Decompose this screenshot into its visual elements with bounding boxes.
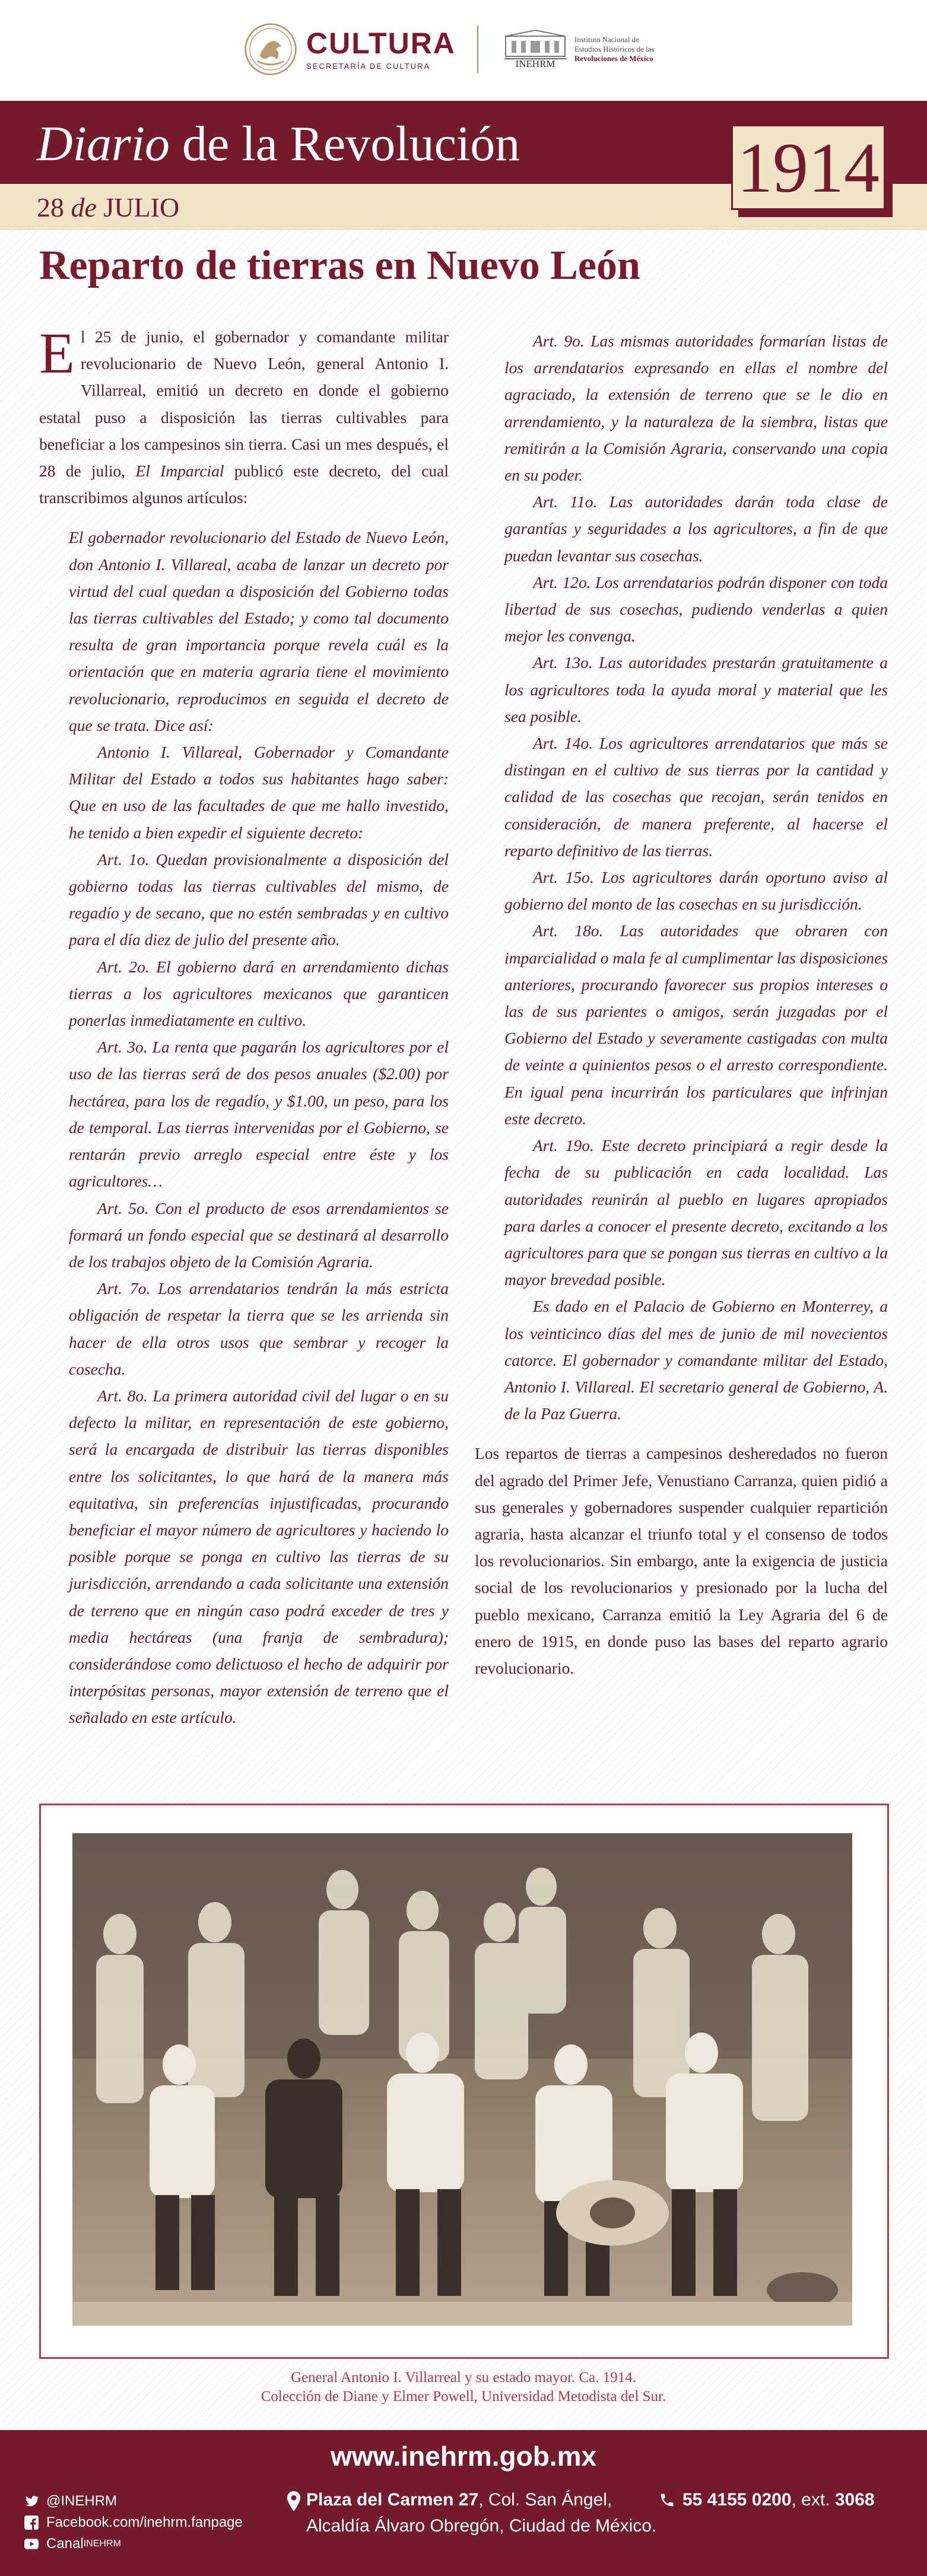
article-18: Art. 18o. Las autoridades que obraren con imparcialidad o mala fe al cumplimentar las disposiciones anteriores, procurando favorecer sus propios intereses o las de sus parientes o amigos, serán juzgadas por el Gobierno del Estado y severamente castigadas con multa de veinte a quinientos pesos o el arresto correspondiente. En igual pena incurrirán los particulares que infrinjan este decreto.	[504, 921, 888, 1128]
article-15: Art. 15o. Los agricultores darán oportuno aviso al gobierno del monto de las cosechas en su jurisdicción.	[504, 868, 888, 914]
location-pin-icon	[286, 2491, 301, 2512]
date-label: 28 de JULIO	[37, 192, 180, 222]
top-logo-bar	[0, 0, 927, 101]
eagle-seal-icon	[243, 22, 298, 77]
article-11: Art. 11o. Las autoridades darán toda clase de garantías y seguridades a los agricultores, a fin de que puedan levantar sus cosechas.	[504, 492, 888, 565]
twitter-link[interactable]: @INEHRM	[24, 2491, 243, 2512]
logos	[243, 23, 655, 76]
cultura-logo	[306, 28, 456, 71]
conclusion-paragraph: Los repartos de tierras a campesinos desheredados no fueron del agrado del Primer Jefe, Venustiano Carranza, quien pidió a sus generales y gobernadores suspender cualquier repartición agraria, hasta alcanzar el triunfo total y el consenso de todos los revolucionarios. Sin embargo, ante la exigencia de justicia social de los revolucionarios y presionado por la lucha del pueblo mexicano, Carranza emitió la Ley Agraria del 6 de enero de 1915, en donde puso las bases del reparto agrario revolucionario.	[475, 1444, 888, 1677]
facebook-link[interactable]: Facebook.com/inehrm.fanpage	[24, 2512, 243, 2533]
article-8: Art. 8o. La primera autoridad civil del lugar o en su defecto la militar, en representación de este gobierno, será la encargada de distribuir las tierras disponibles entre los solicitantes, lo que hará de la manera más equitativa, sin preferencias injustificadas, procurando beneficiar el mayor número de agricultores y haciendo lo posible porque se ponga en cultivo las tierras de su jurisdicción, arrendando a cada solicitante una extensión de terreno que en ningún caso podrá exceder de tres y media hectáreas (una franja de sembradura); considerándose como delictuoso el hecho de adquirir por interpósitas personas, mayor extensión de terreno que el señalado en este artículo.	[69, 1386, 449, 1727]
inehrm-building-icon	[500, 28, 571, 71]
quote-paragraph: El gobernador revolucionario del Estado de Nuevo León, don Antonio I. Villareal, acaba de lanzar un decreto por virtud del cual quedan a disposición del Gobierno todas las tierras cultivables del Estado; y como tal documento resulta de gran importancia porque revela cuál es la orientación que en materia agraria tiene el movimiento revolucionario, reproducimos en seguida el decreto de que se trata. Dice así:	[69, 528, 449, 734]
right-column	[475, 327, 888, 1681]
inehrm-name: Instituto Nacional de Estudios Históricos de las Revoluciones de México	[574, 35, 655, 63]
article-headline: Reparto de tierras en Nuevo León	[39, 243, 640, 288]
year-badge	[731, 125, 885, 210]
historic-group-photo	[72, 1833, 852, 2326]
cultura-subtitle: SECRETARÍA DE CULTURA	[306, 61, 431, 71]
article-7: Art. 7o. Los arrendatarios tendrán la más estricta obligación de respetar la tierra que se les arrienda sin hacer de ella otros usos que sembrar y recoger la cosecha.	[69, 1279, 449, 1378]
youtube-icon	[24, 2536, 39, 2552]
year-label: 1914	[737, 128, 880, 207]
twitter-icon	[24, 2494, 39, 2509]
facebook-icon	[24, 2515, 39, 2530]
cultura-wordmark: CULTURA	[306, 26, 456, 60]
phone-icon	[659, 2492, 675, 2508]
inehrm-logo	[500, 28, 655, 71]
quote-paragraph: Antonio I. Villareal, Gobernador y Comandante Militar del Estado a todos sus habitantes hago saber: Que en uso de las facultades de que me hallo investido, he tenido a bien expedir el siguiente decreto:	[69, 743, 449, 842]
svg-text:INEHRM: INEHRM	[515, 58, 555, 69]
social-links	[24, 2491, 243, 2555]
left-column	[39, 323, 449, 1731]
article-13: Art. 13o. Las autoridades prestarán gratuitamente a los agricultores toda la ayuda moral y material que les sea posible.	[504, 653, 888, 726]
article-3: Art. 3o. La renta que pagarán los agricultores por el uso de las tierras será de dos pesos anuales ($2.00) por hectárea, para los de regadío, y $1.00, un peso, para los de temporal. Las tierras intervenidas por el Gobierno, se rentarán previo arreglo especial entre éste y los agricultores…	[69, 1038, 449, 1191]
address: Plaza del Carmen 27, Col. San Ángel, Alcaldía Álvaro Obregón, Ciudad de México.	[306, 2487, 656, 2539]
intro-paragraph: El 25 de junio, el gobernador y comandante militar revolucionario de Nuevo León, general Antonio I. Villarreal, emitió un decreto en donde el gobierno estatal puso a disposición las tierras cultivables para beneficiar a los campesinos sin tierra. Casi un mes después, el 28 de julio, El Imparcial publicó este decreto, del cual transcribimos algunos artículos:	[39, 322, 449, 507]
decree-quote	[39, 524, 449, 1731]
article-1: Art. 1o. Quedan provisionalmente a disposición del gobierno todas las tierras cultivables del mismo, de regadío y de secano, que no estén sembradas y en cultivo para el día diez de julio del presente año.	[69, 850, 449, 949]
article-9: Art. 9o. Las mismas autoridades formarían listas de los arrendatarios expresando en ellas el nombre del agraciado, la extensión de terreno que se le dio en arrendamiento, y la naturaleza de la siembra, listas que remitirán a la Comisión Agraria, conservando una copia en su poder.	[504, 332, 888, 485]
website-link[interactable]: www.inehrm.gob.mx	[330, 2441, 597, 2472]
decree-quote-continued	[475, 327, 888, 1427]
logo-divider	[477, 26, 478, 73]
photo-caption: General Antonio I. Villarreal y su estado mayor. Ca. 1914. Colección de Diane y Elmer Powell, Universidad Metodista del Sur.	[261, 2370, 666, 2405]
article-12: Art. 12o. Los arrendatarios podrán disponer con toda libertad de sus cosechas, pudiendo venderlas a quien mejor les convenga.	[504, 573, 888, 645]
phone-number[interactable]: 55 4155 0200, ext. 3068	[682, 2487, 875, 2513]
article-2: Art. 2o. El gobierno dará en arrendamiento dichas tierras a los agricultores mexicanos que garanticen ponerlas inmediatamente en cultivo.	[69, 957, 449, 1030]
youtube-link[interactable]: Canal INEHRM	[24, 2533, 243, 2555]
article-5: Art. 5o. Con el producto de esos arrendamientos se formará un fondo especial que se destinará al desarrollo de los trabajos objeto de la Comisión Agraria.	[69, 1198, 449, 1271]
diary-title: Diario de la Revolución	[37, 116, 520, 171]
drop-cap: E	[39, 322, 75, 386]
article-19: Art. 19o. Este decreto principiará a regir desde la fecha de su publicación en cada localidad. Las autoridades reunirán al pueblo en lugares apropiados para darles a conocer el presente decreto, excitando a los agricultores para que se pongan sus tierras en cultivo a la mayor brevedad posible.	[504, 1136, 888, 1289]
decree-closing: Es dado en el Palacio de Gobierno en Monterrey, a los veinticinco días del mes de junio de mil novecientos catorce. El gobernador y comandante militar del Estado, Antonio I. Villareal. El secretario general de Gobierno, A. de la Paz Guerra.	[504, 1297, 888, 1423]
article-14: Art. 14o. Los agricultores arrendatarios que más se distingan en el cultivo de sus tierras por la cantidad y calidad de las cosechas que recojan, serán tenidos en consideración, de manera preferente, al hacerse el reparto definitivo de las tierras.	[504, 734, 888, 860]
